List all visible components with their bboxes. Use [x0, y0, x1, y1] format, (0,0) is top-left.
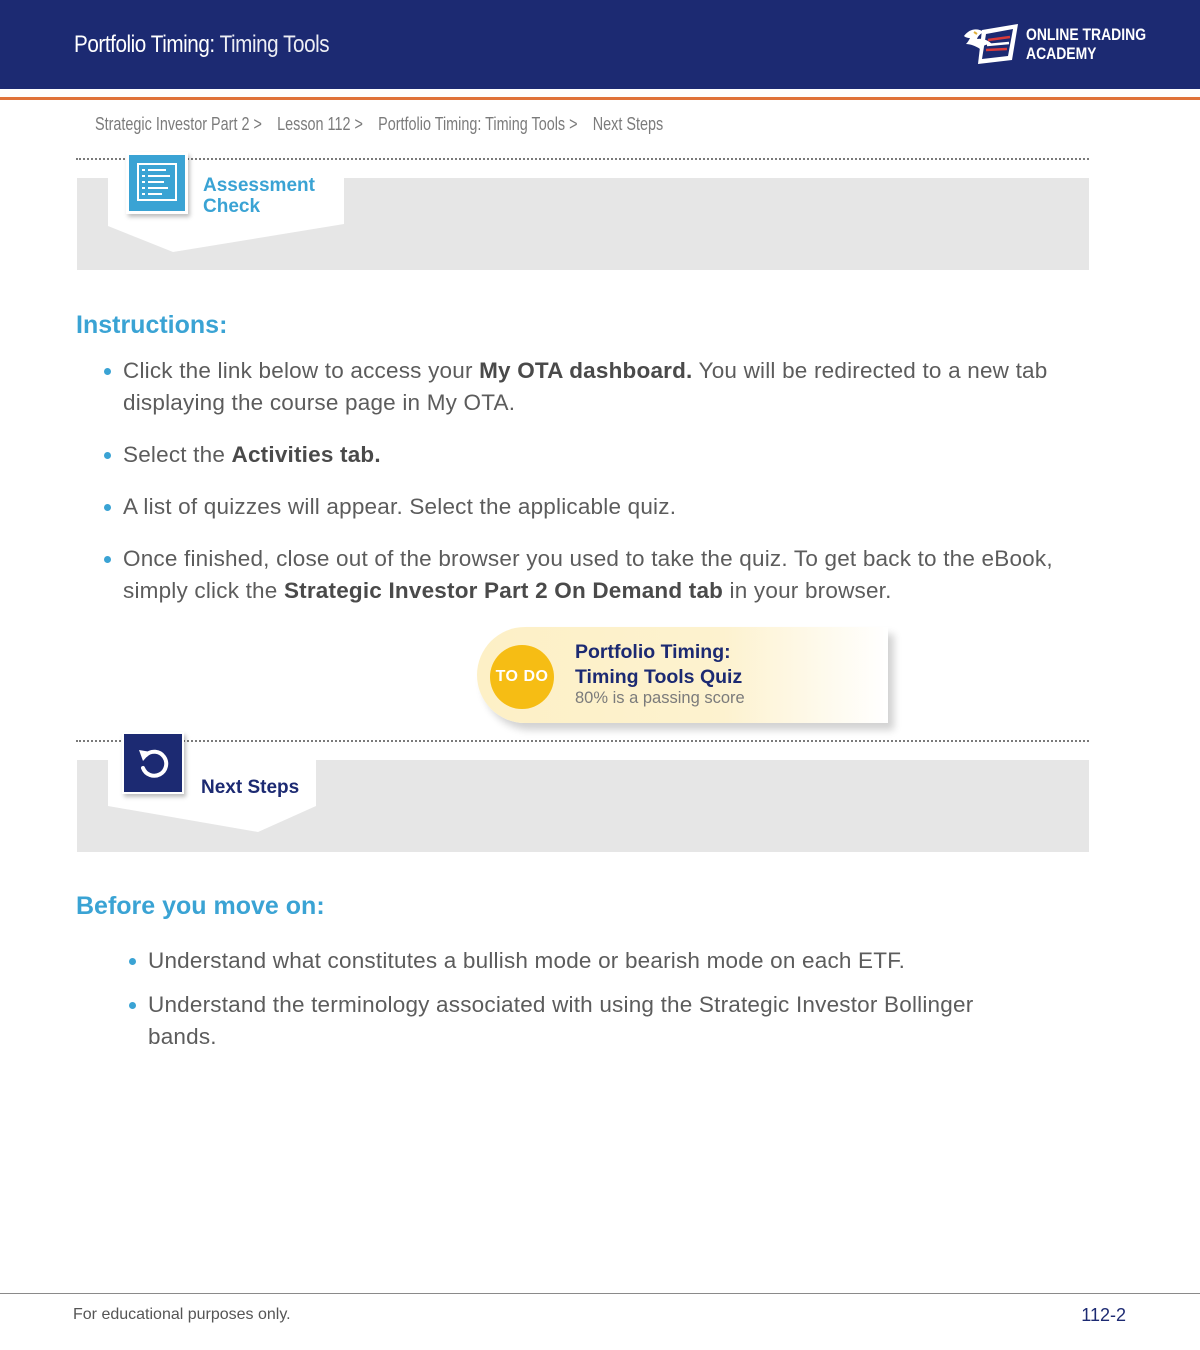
- list-item: [123, 543, 1088, 607]
- title-primary: Portfolio Timing:: [74, 31, 215, 58]
- item-emphasis: Strategic Investor Part 2 On Demand tab: [283, 578, 724, 603]
- page-number: 112-2: [1081, 1305, 1126, 1325]
- item-text: Click the link below to access your: [123, 358, 480, 383]
- todo-badge: TO DO: [490, 645, 554, 709]
- before-heading: Before you move on:: [76, 892, 325, 920]
- quiz-title-line-2: Timing Tools Quiz: [575, 666, 743, 688]
- assessment-label: [203, 175, 315, 217]
- item-text: in your browser.: [723, 578, 892, 603]
- bullet-dot: [104, 556, 111, 563]
- breadcrumb-item[interactable]: Strategic Investor Part 2 >: [95, 114, 262, 134]
- assessment-label-line-2: Check: [203, 196, 261, 217]
- page-title: [74, 31, 329, 59]
- item-text: Once finished, close out of the browser you used to take the quiz. To get back to the eBook, simply click the: [123, 546, 1053, 603]
- ota-logo: [962, 22, 1147, 68]
- next-steps-label: Next Steps: [201, 777, 300, 798]
- bullet-dot: [129, 1002, 136, 1009]
- title-secondary: Timing Tools: [219, 31, 330, 58]
- logo-line-2: ACADEMY: [1026, 44, 1097, 63]
- item-emphasis: Activities tab.: [231, 442, 381, 467]
- bullet-dot: [129, 958, 136, 965]
- bullet-dot: [104, 368, 111, 375]
- quiz-link-card[interactable]: [477, 627, 888, 723]
- item-text: Understand the terminology associated with using the Strategic Investor Bollinger bands.: [148, 992, 974, 1049]
- quiz-title-line-1: Portfolio Timing:: [575, 641, 731, 663]
- before-list: [148, 945, 988, 1053]
- eagle-book-icon: [962, 22, 1022, 66]
- header-accent-rule: [0, 97, 1200, 100]
- footer-divider: [0, 1293, 1200, 1294]
- item-emphasis: My OTA dashboard.: [479, 358, 693, 383]
- list-item: [123, 439, 1088, 471]
- instructions-heading: Instructions:: [76, 311, 228, 339]
- logo-wordmark: [1026, 25, 1146, 63]
- quiz-title: [575, 640, 742, 690]
- footer-disclaimer: For educational purposes only.: [73, 1306, 291, 1323]
- list-item: [148, 945, 988, 977]
- breadcrumb: [95, 114, 674, 135]
- refresh-icon: [122, 732, 184, 794]
- item-text: Select the: [123, 442, 232, 467]
- list-item: [148, 989, 988, 1053]
- item-text: A list of quizzes will appear. Select the applicable quiz.: [123, 494, 677, 519]
- item-text: Understand what constitutes a bullish mode or bearish mode on each ETF.: [148, 948, 906, 973]
- list-item: [123, 491, 1088, 523]
- checklist-icon: [126, 152, 188, 214]
- item-text: You will be redirected to a new tab displaying the course page in My OTA.: [123, 358, 1048, 415]
- list-item: [123, 355, 1088, 419]
- bullet-dot: [104, 504, 111, 511]
- quiz-passing-score: 80% is a passing score: [575, 689, 745, 707]
- breadcrumb-item-current: Next Steps: [592, 114, 664, 134]
- page-header: [0, 0, 1200, 89]
- breadcrumb-item[interactable]: Portfolio Timing: Timing Tools >: [378, 114, 578, 134]
- bullet-dot: [104, 452, 111, 459]
- logo-line-1: ONLINE TRADING: [1026, 25, 1147, 44]
- assessment-label-line-1: Assessment: [203, 175, 315, 196]
- breadcrumb-item[interactable]: Lesson 112 >: [277, 114, 363, 134]
- instructions-list: [123, 355, 1088, 607]
